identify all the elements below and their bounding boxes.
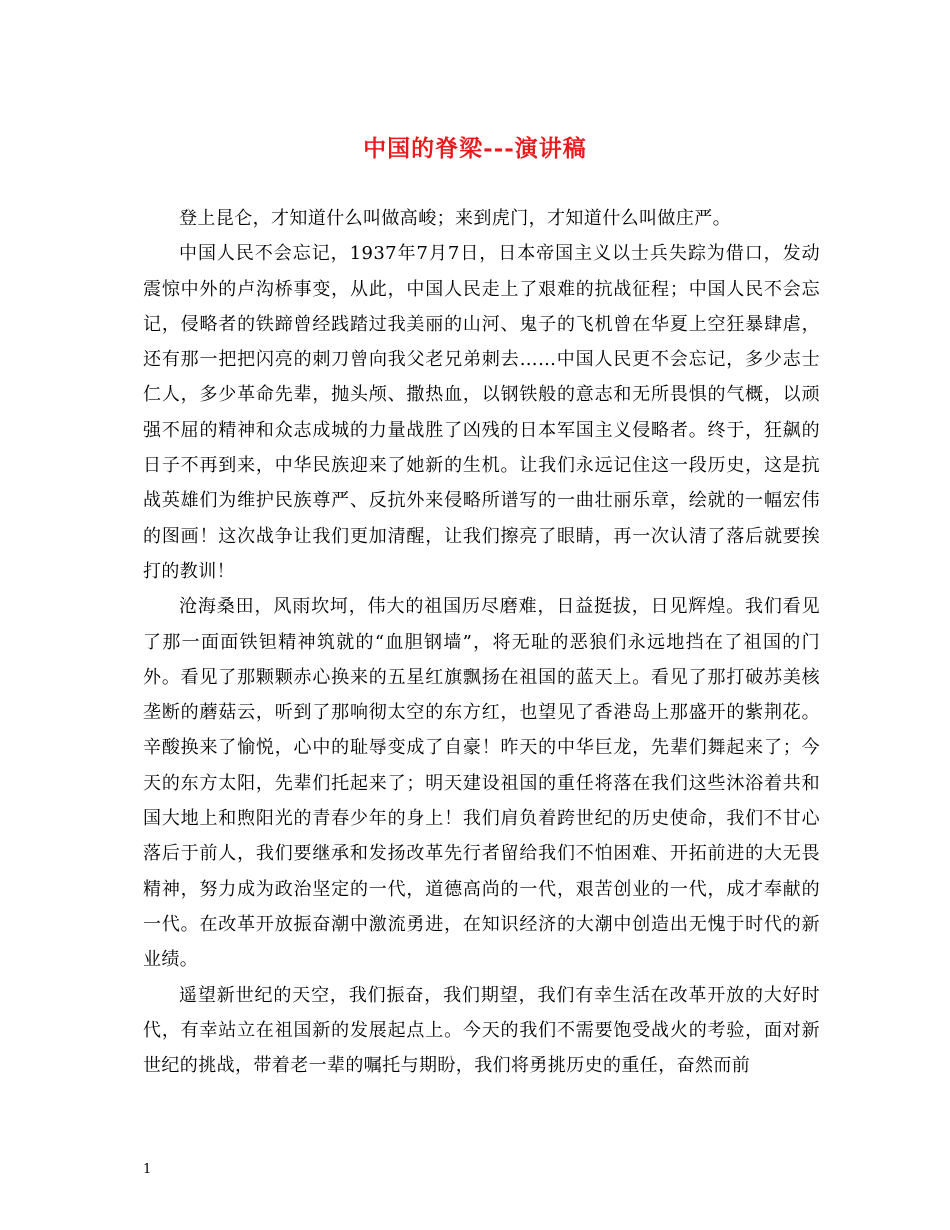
page-number: 1 bbox=[143, 1162, 152, 1177]
paragraph-3: 沧海桑田，风雨坎坷，伟大的祖国历尽磨难，日益挺拔，日见辉煌。我们看见了那一面面铁钽精神筑就的“血胆钢墙”，将无耻的恶狼们永远地挡在了祖国的门外。看见了那颗颗赤心换来的五星红旗飘扬在祖国的蓝天上。看见了那打破苏美核垄断的蘑菇云，听到了那响彻太空的东方红，也望见了香港岛上那盛开的紫荆花。辛酸换来了愉悦，心中的耻辱变成了自豪！昨天的中华巨龙，先辈们舞起来了；今天的东方太阳，先辈们托起来了；明天建设祖国的重任将落在我们这些沐浴着共和国大地上和煦阳光的青春少年的身上！我们肩负着跨世纪的历史使命，我们不甘心落后于前人，我们要继承和发扬改革先行者留给我们不怕困难、开拓前进的大无畏精神，努力成为政治坚定的一代，道德高尚的一代，艰苦创业的一代，成才奉献的一代。在改革开放振奋潮中激流勇进，在知识经济的大潮中创造出无愧于时代的新业绩。 bbox=[143, 596, 820, 971]
paragraph-2: 中国人民不会忘记，1937年7月7日，日本帝国主义以士兵失踪为借口，发动震惊中外的卢沟桥事变，从此，中国人民走上了艰难的抗战征程；中国人民不会忘记，侵略者的铁蹄曾经践踏过我美丽的山河、鬼子的飞机曾在华夏上空狂暴肆虐，还有那一把把闪亮的刺刀曾向我父老兄弟刺去……中国人民更不会忘记，多少志士仁人，多少革命先辈，抛头颅、撒热血，以钢铁般的意志和无所畏惧的气概，以顽强不屈的精神和众志成城的力量战胜了凶残的日本军国主义侵略者。终于，狂飙的日子不再到来，中华民族迎来了她新的生机。让我们永远记住这一段历史，这是抗战英雄们为维护民族尊严、反抗外来侵略所谱写的一曲壮丽乐章，绘就的一幅宏伟的图画！这次战争让我们更加清醒，让我们擦亮了眼睛，再一次认清了落后就要挨打的教训！ bbox=[143, 243, 820, 582]
paragraph-1: 登上昆仑，才知道什么叫做高峻；来到虎门，才知道什么叫做庄严。 bbox=[179, 208, 731, 229]
document-title: 中国的脊梁---演讲稿 bbox=[363, 135, 587, 162]
paragraph-4: 遥望新世纪的天空，我们振奋，我们期望，我们有幸生活在改革开放的大好时代，有幸站立在祖国新的发展起点上。今天的我们不需要饱受战火的考验，面对新世纪的挑战，带着老一辈的嘱托与期盼，我们将勇挑历史的重任，奋然而前 bbox=[143, 984, 820, 1077]
document-body bbox=[143, 201, 820, 1083]
